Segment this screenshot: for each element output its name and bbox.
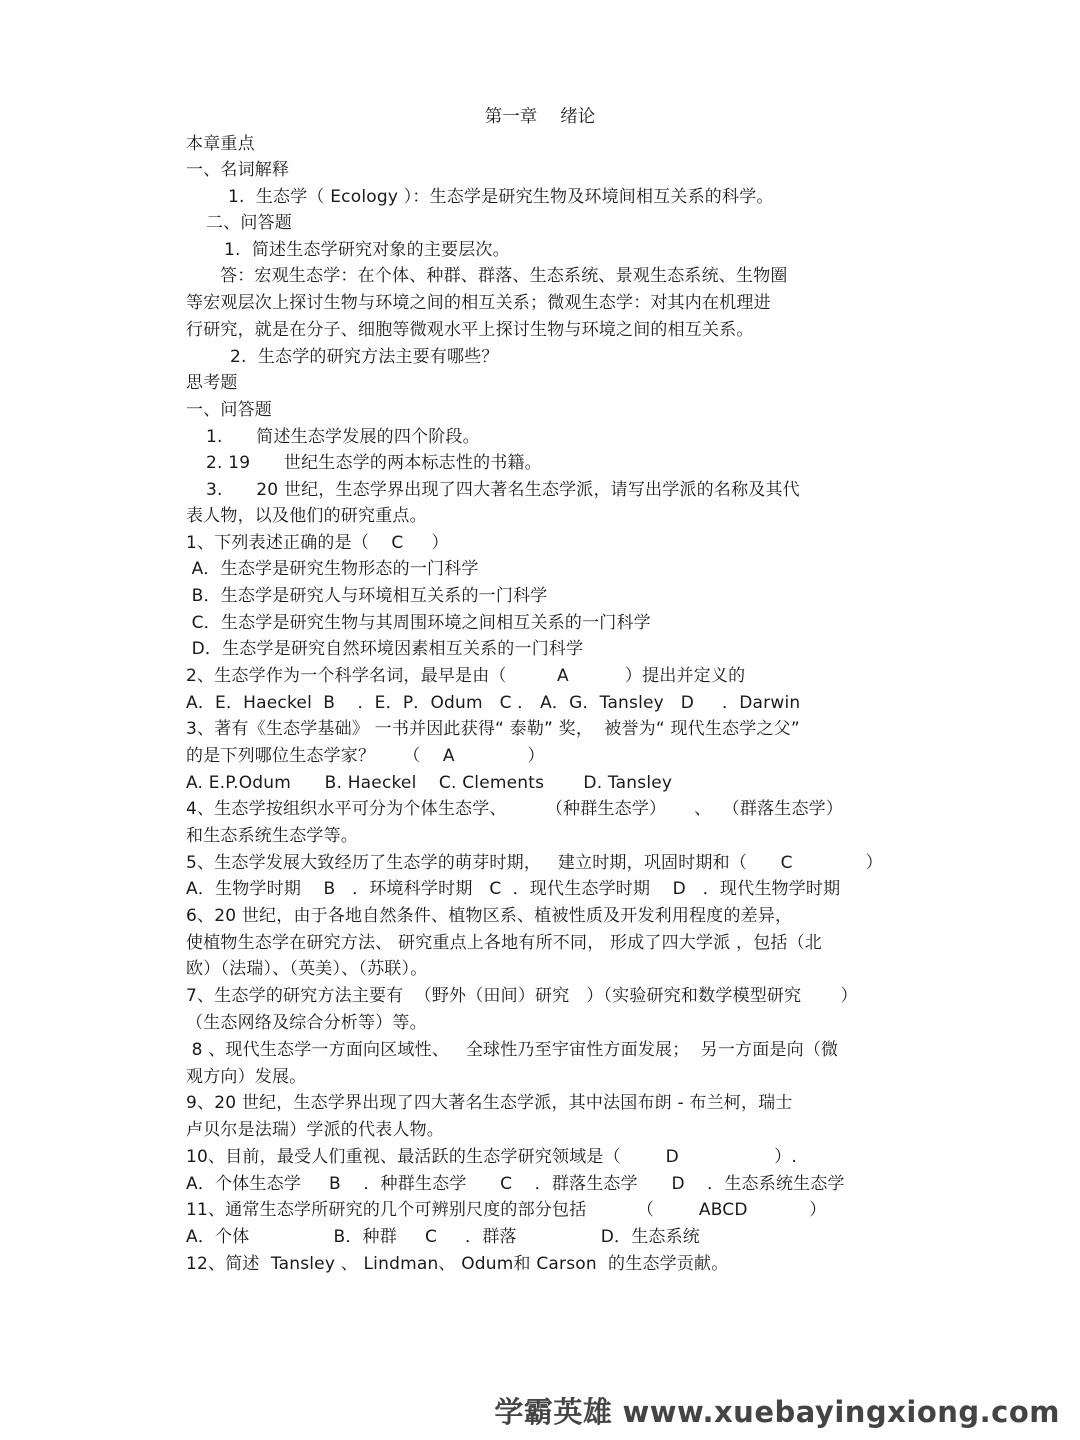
- text-line: 表人物，以及他们的研究重点。: [186, 506, 427, 526]
- question-line: 2、生态学作为一个科学名词，最早是由（ A ）提出并定义的: [186, 666, 746, 686]
- site-watermark: [494, 1394, 1060, 1430]
- question-line: 3、著有《生态学基础》 一书并因此获得“ 泰勒” 奖， 被誉为“ 现代生态学之父”: [186, 719, 800, 739]
- option-line: A．生态学是研究生物形态的一门科学: [186, 559, 479, 579]
- text-line: 2. 生态学的研究方法主要有哪些？: [230, 347, 499, 367]
- text-line: 和生态系统生态学等。: [186, 826, 358, 846]
- text-line: 行研究，就是在分子、细胞等微观水平上探讨生物与环境之间的相互关系。: [186, 320, 754, 340]
- text-line: 使植物生态学在研究方法、 研究重点上各地有所不同， 形成了四大学派 ，包括（北: [186, 933, 823, 953]
- question-line: 4、生态学按组织水平可分为个体生态学、 （种群生态学） 、 （群落生态学）: [186, 799, 844, 819]
- section-heading: 本章重点: [186, 134, 255, 154]
- question-line: 5、生态学发展大致经历了生态学的萌芽时期， 建立时期，巩固时期和（ C ）: [186, 853, 883, 873]
- option-line: C．生态学是研究生物与其周围环境之间相互关系的一门科学: [186, 613, 651, 633]
- question-line: 的是下列哪位生态学家？ （ A ）: [186, 746, 545, 766]
- text-line: 欧）（法瑞）、（英美）、（苏联）。: [186, 959, 428, 979]
- watermark-brand: 学霸英雄: [494, 1395, 613, 1429]
- section-heading: 二、问答题: [206, 213, 292, 233]
- text-line: 卢贝尔是法瑞）学派的代表人物。: [186, 1120, 444, 1140]
- section-heading: 一、问答题: [186, 400, 272, 420]
- text-line: 观方向）发展。: [186, 1067, 307, 1087]
- section-heading: 思考题: [186, 373, 238, 393]
- question-line: 11、通常生态学所研究的几个可辨别尺度的部分包括 （ ABCD ）: [186, 1200, 827, 1220]
- text-line: 1. 简述生态学发展的四个阶段。: [206, 427, 480, 447]
- option-line: D．生态学是研究自然环境因素相互关系的一门科学: [186, 639, 584, 659]
- option-line: A．E．Haeckel B ．E．P．Odum C ． A．G．Tansley D ．Darwin: [186, 693, 801, 713]
- option-line: A．个体生态学 B ．种群生态学 C ．群落生态学 D ．生态系统生态学: [186, 1174, 845, 1194]
- question-line: 7、生态学的研究方法主要有 （野外（田间）研究 ）（实验研究和数学模型研究 ）: [186, 986, 858, 1006]
- option-line: A．生物学时期 B ．环境科学时期 C ．现代生态学时期 D ．现代生物学时期: [186, 879, 841, 899]
- question-line: 1、下列表述正确的是（ C ）: [186, 533, 449, 553]
- text-line: 1. 生态学（ Ecology ）：生态学是研究生物及环境间相互关系的科学。: [228, 187, 774, 207]
- watermark-url: www.xuebayingxiong.com: [622, 1395, 1060, 1429]
- option-line: B．生态学是研究人与环境相互关系的一门科学: [186, 586, 548, 606]
- text-line: 答：宏观生态学：在个体、种群、群落、生态系统、景观生态系统、生物圈: [220, 266, 788, 286]
- text-line: （生态网络及综合分析等）等。: [186, 1013, 427, 1033]
- question-line: 6、20 世纪，由于各地自然条件、植物区系、植被性质及开发利用程度的差异，: [186, 906, 793, 926]
- text-line: 3. 20 世纪，生态学界出现了四大著名生态学派，请写出学派的名称及其代: [206, 480, 800, 500]
- option-line: A. E.P.Odum B. Haeckel C. Clements D. Tansley: [186, 773, 673, 793]
- question-line: 10、目前，最受人们重视、最活跃的生态学研究领域是（ D ）.: [186, 1147, 798, 1167]
- text-line: 等宏观层次上探讨生物与环境之间的相互关系；微观生态学：对其内在机理进: [186, 293, 771, 313]
- question-line: 9、20 世纪，生态学界出现了四大著名生态学派，其中法国布朗 - 布兰柯，瑞士: [186, 1093, 793, 1113]
- text-line: 1. 简述生态学研究对象的主要层次。: [224, 240, 510, 260]
- option-line: A．个体 B．种群 C ．群落 D．生态系统: [186, 1227, 701, 1247]
- section-heading: 一、名词解释: [186, 160, 290, 180]
- chapter-title: 第一章 绪论: [484, 107, 596, 127]
- question-line: 8 、现代生态学一方面向区域性、 全球性乃至宇宙性方面发展； 另一方面是向（微: [186, 1040, 839, 1060]
- text-line: 2. 19 世纪生态学的两本标志性的书籍。: [206, 453, 542, 473]
- question-line: 12、简述 Tansley 、 Lindman、 Odum和 Carson 的生态学贡献。: [186, 1254, 729, 1274]
